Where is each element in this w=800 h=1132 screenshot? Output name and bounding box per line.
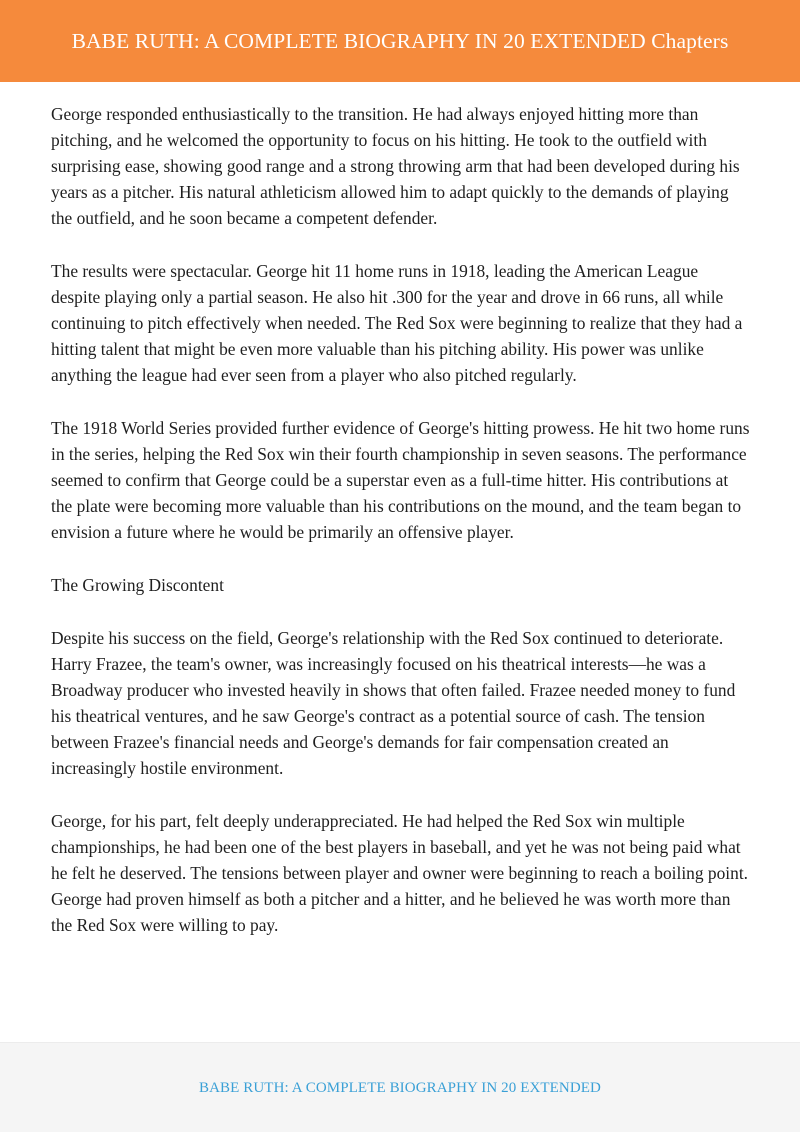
footer-text: BABE RUTH: A COMPLETE BIOGRAPHY IN 20 EXTENDED <box>199 1079 601 1096</box>
body-paragraph: The 1918 World Series provided further evidence of George's hitting prowess. He hit two home runs in the series, helping the Red Sox win their fourth championship in seven seasons. The performance seemed to confirm that George could be a superstar even as a full-time hitter. His contributions at the plate were becoming more valuable than his contributions on the mound, and the team began to envision a future where he would be primarily an offensive player. <box>51 418 750 542</box>
header-title: BABE RUTH: A COMPLETE BIOGRAPHY IN 20 EXTENDED Chapters <box>71 28 729 53</box>
body-paragraph: The results were spectacular. George hit 11 home runs in 1918, leading the American League despite playing only a partial season. He also hit .300 for the year and drove in 66 runs, all while continuing to pitch effectively when needed. The Red Sox were beginning to realize that they had a hitting talent that might be even more valuable than his pitching ability. His power was unlike anything the league had ever seen from a player who also pitched regularly. <box>51 261 743 385</box>
body-paragraph: Despite his success on the field, George's relationship with the Red Sox continued to deteriorate. Harry Frazee, the team's owner, was increasingly focused on his theatrical interests—he was a Broadway producer who invested heavily in shows that often failed. Frazee needed money to fund his theatrical ventures, and he saw George's contract as a potential source of cash. The tension between Frazee's financial needs and George's demands for fair compensation created an increasingly hostile environment. <box>51 628 736 778</box>
body-paragraph: George, for his part, felt deeply underappreciated. He had helped the Red Sox win multiple championships, he had been one of the best players in baseball, and yet he was not being paid what he felt he deserved. The tensions between player and owner were beginning to reach a boiling point. George had proven himself as both a pitcher and a hitter, and he believed he was worth more than the Red Sox were willing to pay. <box>51 811 749 935</box>
section-heading: The Growing Discontent <box>51 575 224 595</box>
body-paragraph: George responded enthusiastically to the transition. He had always enjoyed hitting more than pitching, and he welcomed the opportunity to focus on his hitting. He took to the outfield with surprising ease, showing good range and a strong throwing arm that had been developed during his years as a pitcher. His natural athleticism allowed him to adapt quickly to the demands of playing the outfield, and he soon became a competent defender. <box>51 104 740 228</box>
page-footer <box>0 1042 800 1132</box>
page-content <box>51 101 751 965</box>
page-header <box>0 0 800 82</box>
